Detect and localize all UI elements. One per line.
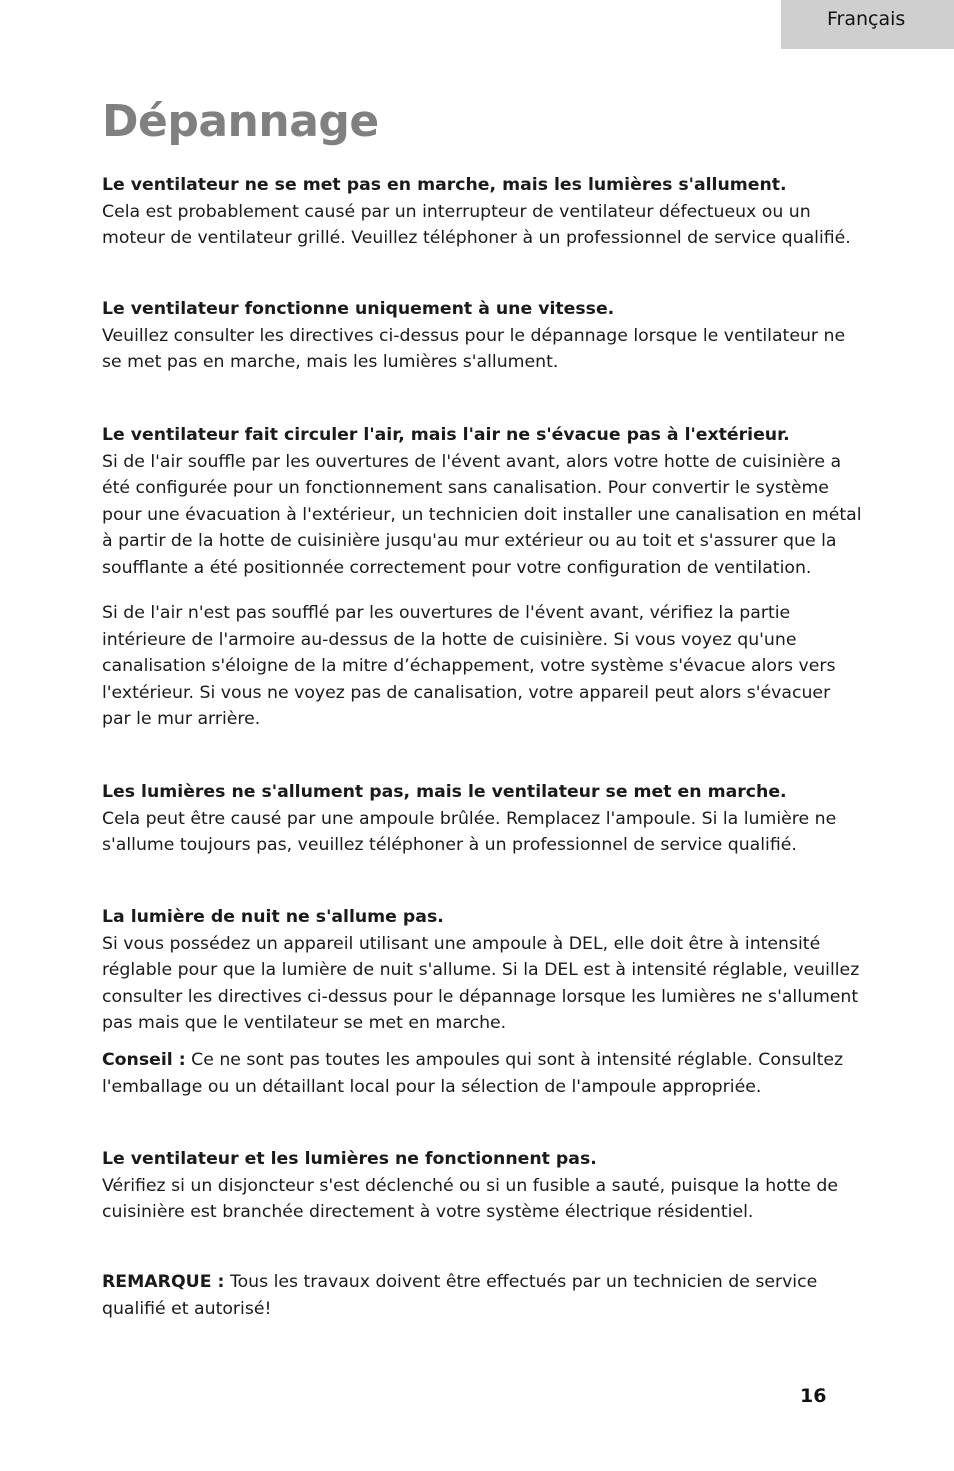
note-paragraph xyxy=(102,1269,862,1322)
section-body: Si de l'air n'est pas soufflé par les ouvertures de l'évent avant, vérifiez la partie intérieure de l'armoire au-dessus de la hotte de cuisinière. Si vous voyez qu'une canalisation s'éloigne de la mitre d’échappement, votre système s'évacue alors vers l'extérieur. Si vous ne voyez pas de canalisation, votre appareil peut alors s'évacuer par le mur arrière. xyxy=(102,603,836,730)
section-body: Cela peut être causé par une ampoule brûlée. Remplacez l'ampoule. Si la lumière ne s'allume toujours pas, veuillez téléphoner à un professionnel de service qualifié. xyxy=(102,808,837,856)
section-single-speed xyxy=(102,296,862,376)
section-body: Vérifiez si un disjoncteur s'est déclenché ou si un fusible a sauté, puisque la hotte de cuisinière est branchée directement à votre système électrique résidentiel. xyxy=(102,1175,839,1223)
language-label: Français xyxy=(827,8,906,30)
page-title: Dépannage xyxy=(102,96,379,147)
section-heading: Le ventilateur fait circuler l'air, mais l'air ne s'évacue pas à l'extérieur. xyxy=(102,425,790,445)
page-number: 16 xyxy=(800,1385,827,1407)
section-body: Si de l'air souffle par les ouvertures de l'évent avant, alors votre hotte de cuisinière a été configurée pour un fonctionnement sans canalisation. Pour convertir le système pour une évacuation à l'extérieur, un technicien doit installer une canalisation en métal à partir de la hotte de cuisinière jusqu'au mur extérieur ou au toit et s'assurer que la soufflante a été positionnée correctement pour votre configuration de ventilation. xyxy=(102,451,862,578)
note-label: REMARQUE : xyxy=(102,1272,225,1292)
section-body: Si vous possédez un appareil utilisant une ampoule à DEL, elle doit être à intensité réglable pour que la lumière de nuit s'allume. Si la DEL est à intensité réglable, veuillez consulter les directives ci-dessus pour le dépannage lorsque les lumières ne s'allument pas mais que le ventilateur se met en marche. xyxy=(102,933,860,1034)
section-heading: Les lumières ne s'allument pas, mais le ventilateur se met en marche. xyxy=(102,782,787,802)
section-air-not-exhausting-continued xyxy=(102,600,862,733)
section-body: Cela est probablement causé par un interrupteur de ventilateur défectueux ou un moteur de ventilateur grillé. Veuillez téléphoner à un professionnel de service qualifié. xyxy=(102,201,851,249)
section-air-not-exhausting xyxy=(102,422,862,582)
note-block xyxy=(102,1269,862,1322)
section-heading: La lumière de nuit ne s'allume pas. xyxy=(102,907,444,927)
tip-label: Conseil : xyxy=(102,1050,186,1070)
tip-text: Ce ne sont pas toutes les ampoules qui sont à intensité réglable. Consultez l'emballage ou un détaillant local pour la sélection de l'ampoule appropriée. xyxy=(102,1050,844,1097)
section-lights-not-on xyxy=(102,779,862,859)
section-night-light xyxy=(102,904,862,1037)
section-heading: Le ventilateur ne se met pas en marche, mais les lumières s'allument. xyxy=(102,175,787,195)
section-heading: Le ventilateur fonctionne uniquement à une vitesse. xyxy=(102,299,615,319)
section-fan-not-starting xyxy=(102,172,862,252)
section-body: Veuillez consulter les directives ci-dessus pour le dépannage lorsque le ventilateur ne se met pas en marche, mais les lumières s'allument. xyxy=(102,325,846,373)
tip-paragraph xyxy=(102,1047,862,1100)
note-text: Tous les travaux doivent être effectués par un technicien de service qualifié et autorisé! xyxy=(102,1272,818,1319)
section-nothing-works xyxy=(102,1146,862,1226)
section-heading: Le ventilateur et les lumières ne fonctionnent pas. xyxy=(102,1149,597,1169)
language-tab xyxy=(781,0,954,49)
tip-block xyxy=(102,1047,862,1100)
